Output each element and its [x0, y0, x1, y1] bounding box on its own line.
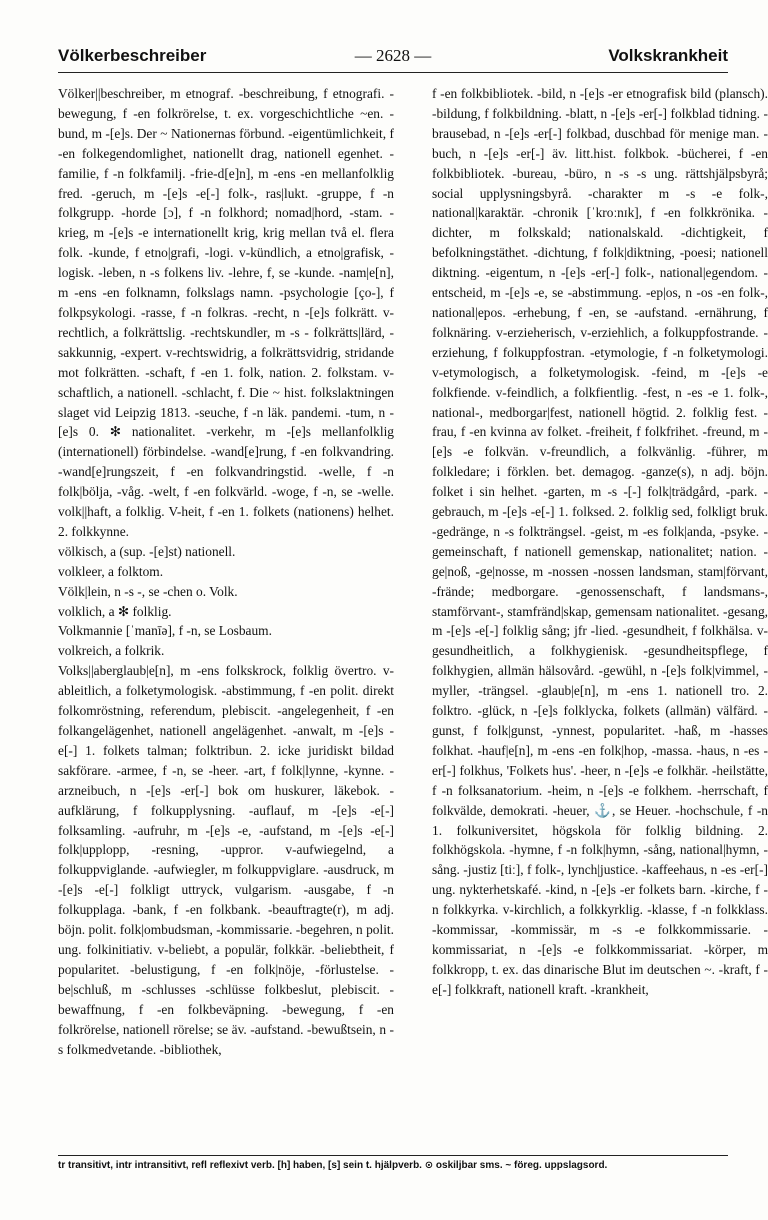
header-last-word: Volkskrankheit — [608, 46, 728, 65]
entry-paragraph: volkreich, a folkrik. — [58, 643, 165, 659]
entry-paragraph: Volkmannie [ˈmanīə], f -n, se Losbaum. — [58, 623, 272, 639]
header-rule — [58, 72, 728, 73]
entry-paragraph: Völk|lein, n -s -, se -chen o. Volk. — [58, 583, 238, 599]
page-header — [58, 46, 728, 74]
left-column — [58, 84, 394, 1144]
right-column — [432, 84, 768, 1144]
entry-paragraph: volklich, a ✻ folklig. — [58, 603, 172, 619]
entry-paragraph: f -en folkbibliotek. -bild, n -[e]s -er etnografisk bild (plansch). -bildung, f folkbildning. -blatt, n -[e]s -er[-] folkblad tidning. -brausebad, n -[e]s -er[-] folkbad, duschbad för menige man. -buch, n -[e]s -er[-] äv. litt.hist. folkbok. -bücherei, f -en folkbibliotek. -bureau, -büro, n -s -s ung. rättshjälpsbyrå; social upplysningsbyrå. -charakter m -s -e folk-, national|karaktär. -chronik [ˈkroːnɪk], f -en folkkrönika. -dichter, m folkskald; nationalskald. -dichtigkeit, f befolkningstäthet. -dichtung, f folk|diktning, -poesi; nationell diktning. -eigentum, n -[e]s -er[-] folk-, national|egendom. -entscheid, m -[e]s -e, se -abstimmung. -ep|os, n -os -en folk-, national|epos. -erhebung, f -en, se -aufstand. -ernährung, f folknäring. v-erzieherisch, v-erziehlich, a folkuppfostrande. -erziehung, f folkuppfostran. -etymologie, f -n folketymologi. v-etymologisch, a folketymologisk. -feind, m -[e]s -e folkfiende. v-feindlich, a folkfientlig. -fest, n -es -e 1. folk-, national-, medborgar|fest, nationell högtid. 2. folklig fest. -frau, f -en kvinna av folket. -freiheit, f folkfrihet. -freund, m -[e]s -e folkvän. v-freundlich, a folkvänlig. -führer, m folkledare; i förklen. bet. demagog. -ganze(s), n adj. böjn. folket i sin helhet. -garten, m -s -[-] folk|trädgård, -park. -gebrauch, m -[e]s -e[-] 1. folksed. 2. folklig sed, folkligt bruk. -gedränge, n -s folkträngsel. -geist, m -es folk|anda, -psyke. -gemeinschaft, f nationell gemenskap, nationalitet; nation. -ge|noß, -ge|nosse, m -nossen -nossen landsman, stam|förvant, -frände; medborgare. -genossenschaft, f landsmans-, stamförvant-, stamfränd|skap, gemensam nationalitet. -gesang, m -[e]s -e[-] folklig sång; jfr -lied. -gesundheit, f folkhälsa. v-gesundheitlich, a folkhygienisk. -gesundheitspflege, f folkhygien, allmän hälsovård. -gewühl, n -[e]s folk|vimmel, -myller, -trängsel. -glaub|e[n], m -ens 1. nationell tro. 2. folktro. -glück, n -[e]s folklycka, folkets (allmän) välfärd. -gunst, f folk|gunst, -ynnest, popularitet. -haß, m -hasses folkhat. -hauf|e[n], m -ens -en folk|hop, -massa. -haus, n -es -er[-] folkhus, 'Folkets hus'. -heer, n -[e]s -e folkhär. -heilstätte, f -n folksanatorium. -heim, n -[e]s -e folkhem. -herrschaft, f folkvälde, demokrati. -heuer, ⚓, se Heuer. -hochschule, f -n 1. folkuniversitet, högskola för folklig bildning. 2. folkhögskola. -hymne, f -n folk|hymn, -sång, national|hymn, -sång. -justiz [tiː], f folk-, lynch|justice. -kaffeehaus, n -es -er[-] ung. nykterhetskafé. -kind, n -[e]s -er folkets barn. -kirche, f -n folkkyrka. v-kirchlich, a folkkyrklig. -klasse, f -n folkklass. -kommissar, -kommissär, m -s -e folkkommissarie. -kommissariat, n -[e]s -e folkkommissariat. -körper, m folkkropp, t. ex. das dinarische Blut im deutschen ~. -kraft, f -e[-] folkkraft, nationell kraft. -krankheit, — [432, 86, 768, 997]
entry-paragraph: Volks||aberglaub|e[n], m -ens folkskrock, folklig övertro. v-ableitlich, a folketymologisk. -abstimmung, f -en polit. direkt folkomröstning, referendum, plebiscit. -angelegenheit, f -en folkangelägenhet, nationell angelägenhet. -anwalt, m -[e]s -e[-] 1. folkets talman; folktribun. 2. icke juridiskt bildad sakförare. -armee, f -n, se -heer. -art, f folk|lynne, -kynne. -arzneibuch, n -[e]s -er[-] bok om huskurer, läkebok. -aufklärung, f folkupplysning. -auflauf, m -[e]s -e[-] folksamling. -aufruhr, m -[e]s -e, -aufstand, m -[e]s -e[-] folk|upplopp, -resning, -uppror. v-aufwiegelnd, a folkuppviglande. -aufwiegler, m folkuppviglare. -ausdruck, m -[e]s -e[-] folkligt uttryck, vulgarism. -ausgabe, f -n folkupplaga. -bank, f -en folkbank. -beauftragte(r), m adj. böjn. polit. folk|ombudsman, -kommissarie. -begehren, n polit. ung. folkinitiativ. v-beliebt, a populär, folkkär. -beliebtheit, f popularitet. -belustigung, f -en folk|nöje, -förlustelse. -be|schluß, m -schlusses -schlüsse folkbeslut, plebiscit. -bewaffnung, f -en folkbeväpning. -bewegung, f -en folkrörelse, nationell rörelse; se äv. -aufstand. -bewußtsein, n -s folkmedvetande. -bibliothek, — [58, 663, 394, 1057]
header-first-word: Völkerbeschreiber — [58, 46, 207, 65]
entry-paragraph: volkleer, a folktom. — [58, 563, 164, 579]
abbreviation-legend: tr transitivt, intr intransitivt, refl reflexivt verb. [h] haben, [s] sein t. hjälpverb. ⊙ oskiljbar sms. ~ föreg. uppslagsord. — [58, 1160, 608, 1171]
footer-rule — [58, 1155, 728, 1156]
entry-paragraph: völkisch, a (sup. -[e]st) nationell. — [58, 543, 236, 559]
entry-paragraph: Völker||beschreiber, m etnograf. -beschreibung, f etnografi. -bewegung, f -en folkrörelse, t. ex. vorgeschichtliche ~en. -bund, m -[e]s. Der ~ Nationernas förbund. -eigentümlichkeit, f -en folkegendomlighet, nationellt drag, nationell egenhet. -familie, f -n folkfamilj. -frie-d[e]n], m -ens -en mellanfolklig fred. -geruch, m -[e]s -e[-] folk-, ras|lukt. -gruppe, f -n folkgrupp. -horde [ɔ], f -n folkhord; nomad|hord, -stam. -krieg, m -[e]s -e internationellt krig, krig mellan två el. flera folk. -kunde, f etno|grafi, -logi. v-kündlich, a etno|grafisk, -logisk. -leben, n -s folkens liv. -lehre, f, se -kunde. -nam|e[n], m -ens -en folknamn, folkslags namn. -psychologie [ço-], f folkpsykologi. -rasse, f -n folkras. -recht, n -[e]s folkrätt. v-rechtlich, a folkrättslig. -rechtskundler, m -s - folkrätts|lärd, -sakkunnig, -expert. v-rechtswidrig, a folkrättsvidrig, stridande mot folkrätten. -schaft, f -en 1. folk, nation. 2. folkstam. v-schaftlich, a nationell. -schlacht, f. Die ~ hist. folkslaktningen slaget vid Leipzig 1813. -seuche, f -n läk. pandemi. -tum, n -[e]s 0. ✻ nationalitet. -verkehr, m -[e]s mellanfolklig (internationell) förbindelse. -wand[e]rung, f -en folkvandring. -wand[e]rungszeit, f -en folkvandringstid. -welle, f -n folk|bölja, -våg. -welt, f -en folkvärld. -woge, f -n, se -welle. volk||haft, a folklig. V-heit, f -en 1. folkets (nationens) helhet. 2. folkkynne. — [58, 86, 394, 539]
page-number: — 2628 — — [354, 46, 432, 65]
